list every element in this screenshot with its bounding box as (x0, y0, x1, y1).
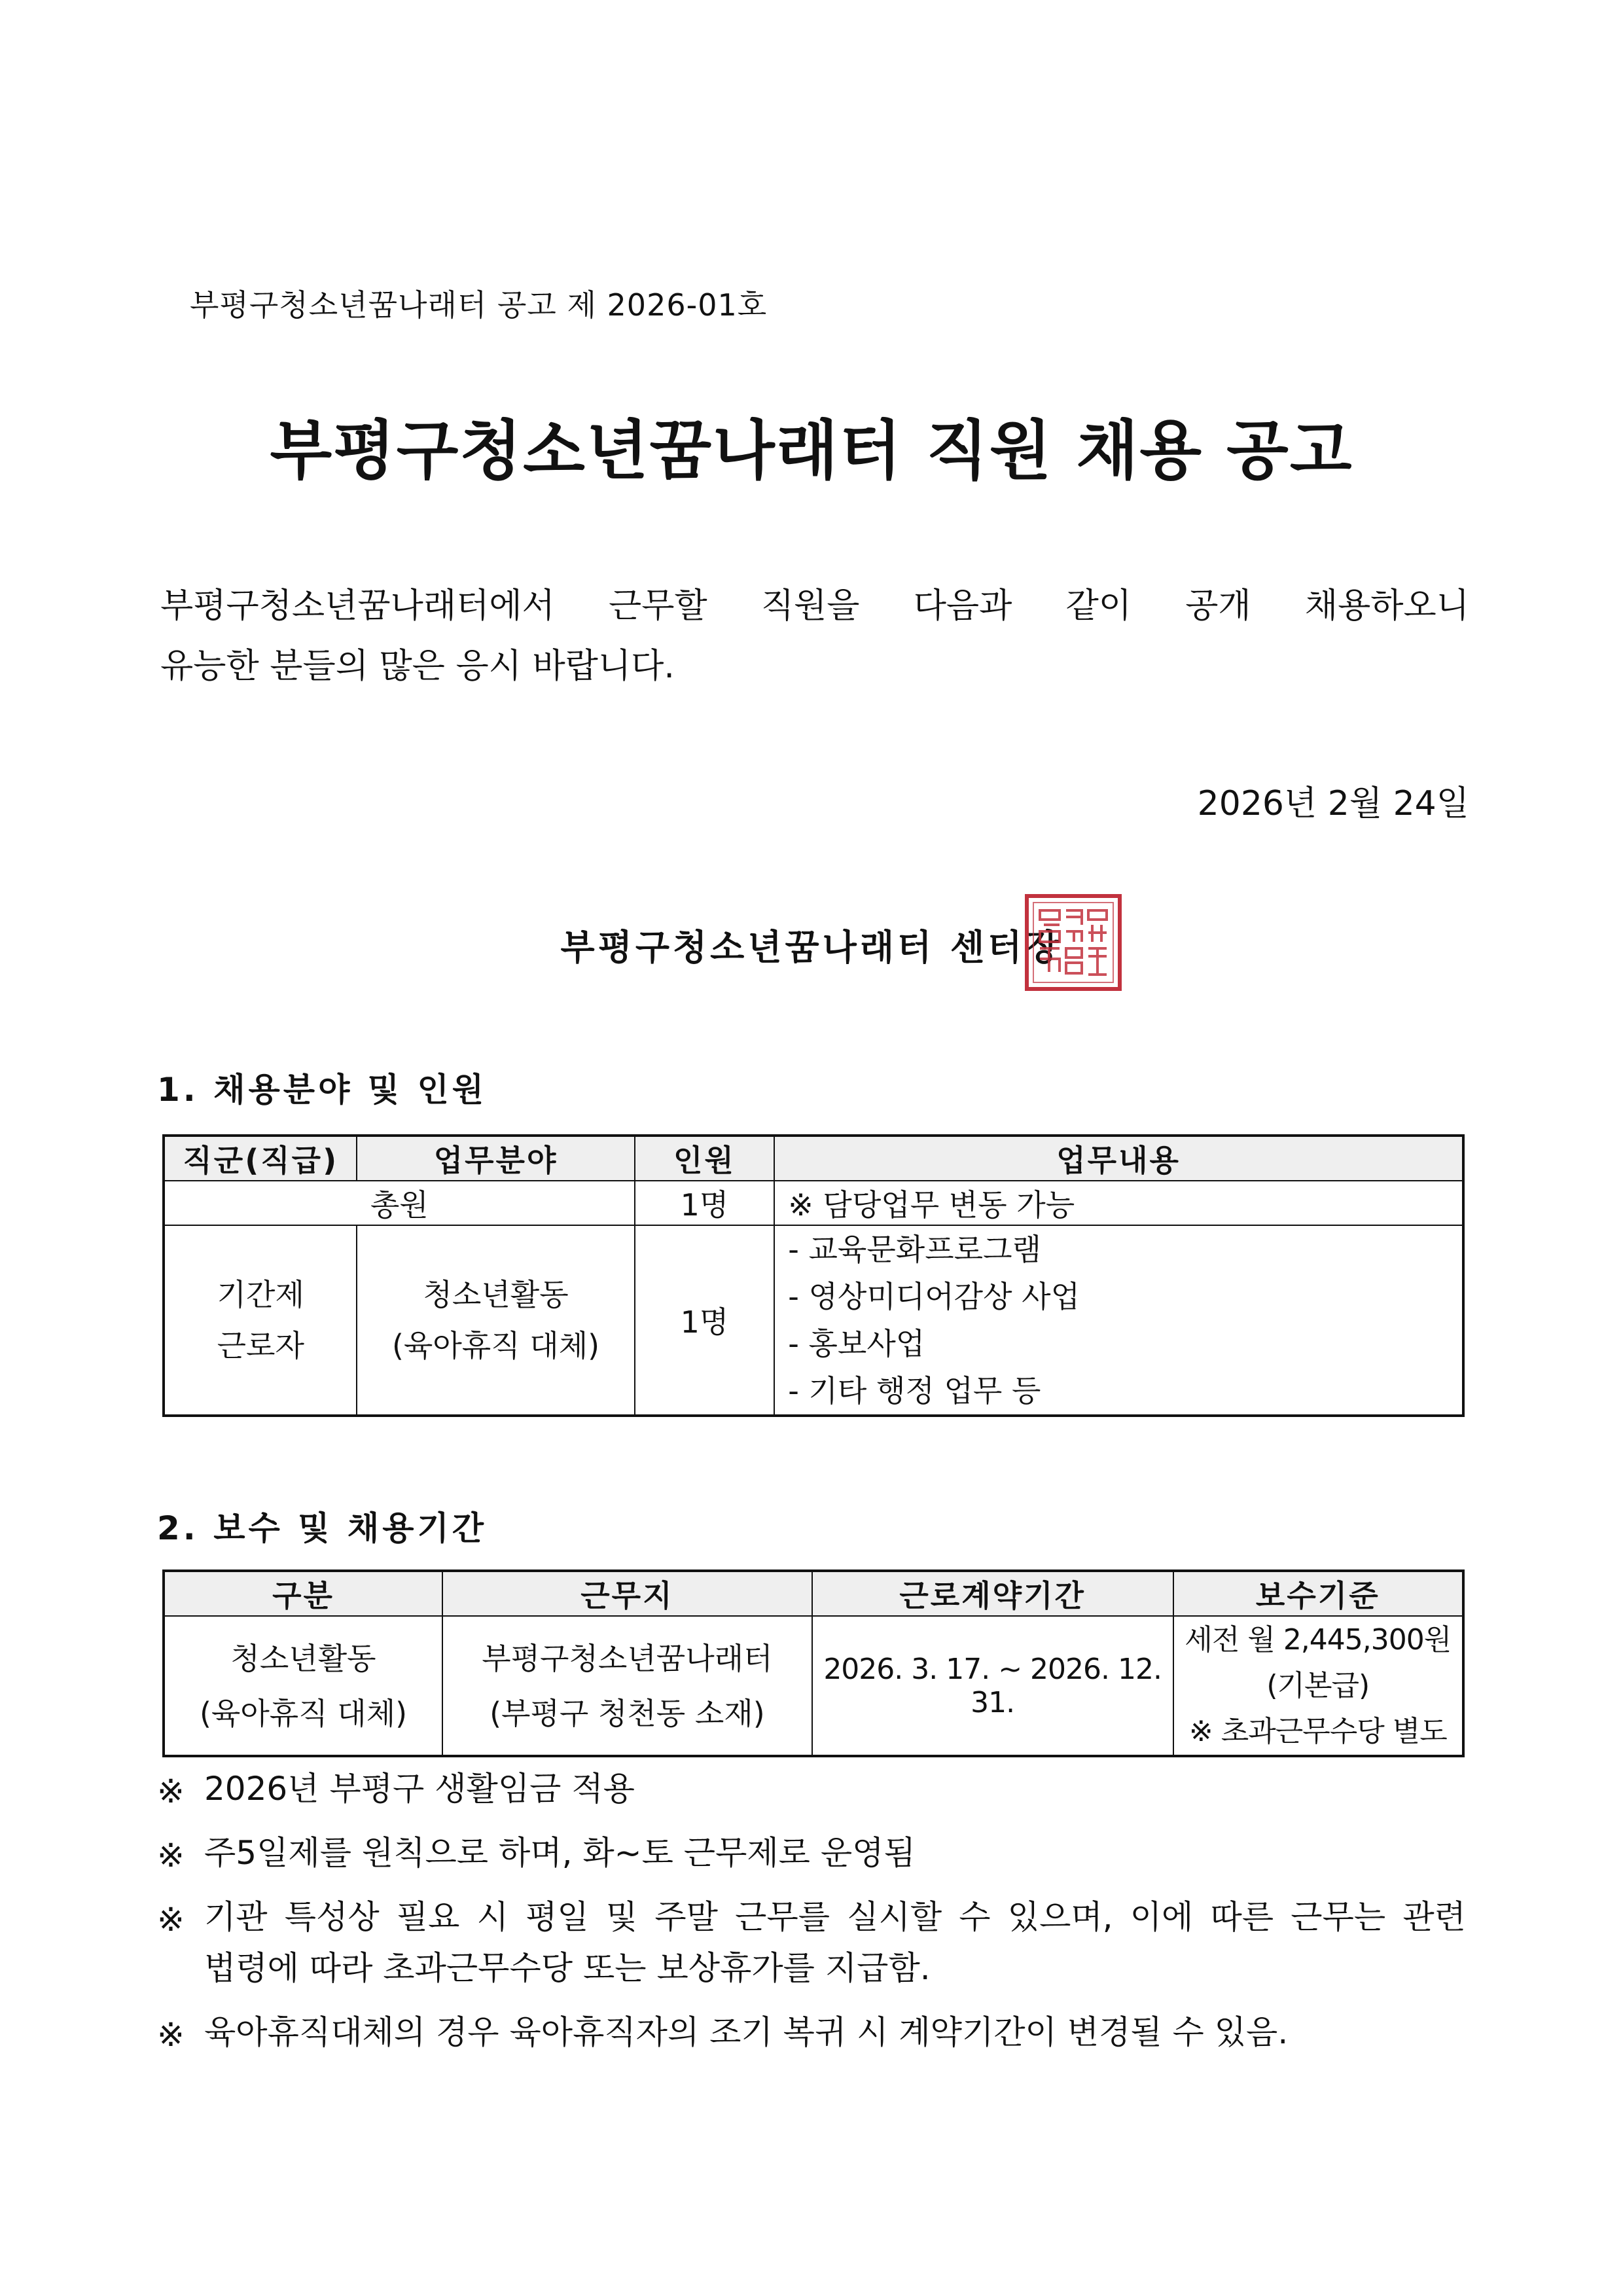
note-text: 육아휴직대체의 경우 육아휴직자의 조기 복귀 시 계약기간이 변경될 수 있음. (204, 2013, 1289, 2051)
pay-line-2: (기본급) (1266, 1668, 1370, 1702)
pay-period-table (162, 1570, 1465, 1757)
job-group-cell (164, 1225, 357, 1416)
list-item: - 교육문화프로그램 (788, 1232, 1041, 1267)
reference-mark: ※ (157, 2016, 185, 2054)
job-field-cell (357, 1225, 634, 1416)
intro-paragraph (160, 576, 1469, 696)
total-count: 1명 (635, 1181, 775, 1225)
reference-mark: ※ (157, 1837, 185, 1874)
contract-period: 2026. 3. 17. ~ 2026. 12. 31. (812, 1616, 1173, 1756)
task-list (774, 1225, 1463, 1416)
note-text: 2026년 부평구 생활임금 적용 (204, 1770, 635, 1808)
table-row (164, 1225, 1463, 1416)
total-label: 총원 (164, 1181, 635, 1225)
page-title: 부평구청소년꿈나래터 직원 채용 공고 (270, 414, 1353, 488)
reference-mark: ※ (157, 1901, 185, 1939)
recruitment-table (162, 1134, 1465, 1417)
pay-line-3: ※ 초과근무수당 별도 (1188, 1714, 1447, 1748)
header-cell: 인원 (635, 1136, 775, 1181)
list-item: - 기타 행정 업무 등 (788, 1373, 1041, 1408)
header-cell: 근로계약기간 (812, 1571, 1173, 1616)
duty-change-note: ※ 담당업무 변동 가능 (774, 1181, 1463, 1225)
headcount: 1명 (635, 1225, 775, 1416)
type-line-1: 청소년활동 (230, 1640, 376, 1676)
announcement-date: 2026년 2월 24일 (1197, 784, 1469, 823)
signer-name: 부평구청소년꿈나래터 센터장 (560, 927, 1063, 968)
list-item: - 영상미디어감상 사업 (788, 1279, 1080, 1314)
job-group-line-1: 기간제 (217, 1277, 304, 1312)
workplace-line-1: 부평구청소년꿈나래터 (482, 1640, 773, 1676)
intro-line-2: 유능한 분들의 많은 응시 바랍니다. (160, 647, 675, 686)
header-cell: 업무내용 (774, 1136, 1463, 1181)
section-2-heading: 2. 보수 및 채용기간 (157, 1509, 488, 1547)
header-cell: 보수기준 (1173, 1571, 1463, 1616)
table-header-row (164, 1136, 1463, 1181)
list-item: - 홍보사업 (788, 1326, 925, 1361)
type-cell (164, 1616, 442, 1756)
header-cell: 업무분야 (357, 1136, 634, 1181)
section-1-heading: 1. 채용분야 및 인원 (157, 1071, 488, 1109)
note-text: 주5일제를 원칙으로 하며, 화~토 근무제로 운영됨 (204, 1834, 916, 1872)
job-group-line-2: 근로자 (217, 1328, 304, 1363)
note-text-line-2: 법령에 따라 초과근무수당 또는 보상휴가를 지급함. (204, 1949, 931, 1987)
table-row (164, 1181, 1463, 1225)
job-field-line-1: 청소년활동 (423, 1277, 569, 1312)
note-text (204, 1892, 1466, 1994)
pay-line-1: 세전 월 2,445,300원 (1185, 1623, 1452, 1657)
table-header-row (164, 1571, 1463, 1616)
official-seal-icon (1024, 893, 1122, 992)
workplace-line-2: (부평구 청천동 소재) (490, 1695, 765, 1731)
notice-number: 부평구청소년꿈나래터 공고 제 2026-01호 (190, 287, 768, 323)
job-field-line-2: (육아휴직 대체) (391, 1328, 600, 1363)
reference-mark: ※ (157, 1772, 185, 1810)
header-cell: 근무지 (442, 1571, 812, 1616)
type-line-2: (육아휴직 대체) (199, 1695, 408, 1731)
note-text-line-1: 기관 특성상 필요 시 평일 및 주말 근무를 실시할 수 있으며, 이에 따른 근무는 관련 (204, 1898, 1466, 1936)
header-cell: 구분 (164, 1571, 442, 1616)
workplace-cell (442, 1616, 812, 1756)
header-cell: 직군(직급) (164, 1136, 357, 1181)
table-row (164, 1616, 1463, 1756)
intro-line-1: 부평구청소년꿈나래터에서 근무할 직원을 다음과 같이 공개 채용하오니 (160, 586, 1469, 626)
pay-cell (1173, 1616, 1463, 1756)
